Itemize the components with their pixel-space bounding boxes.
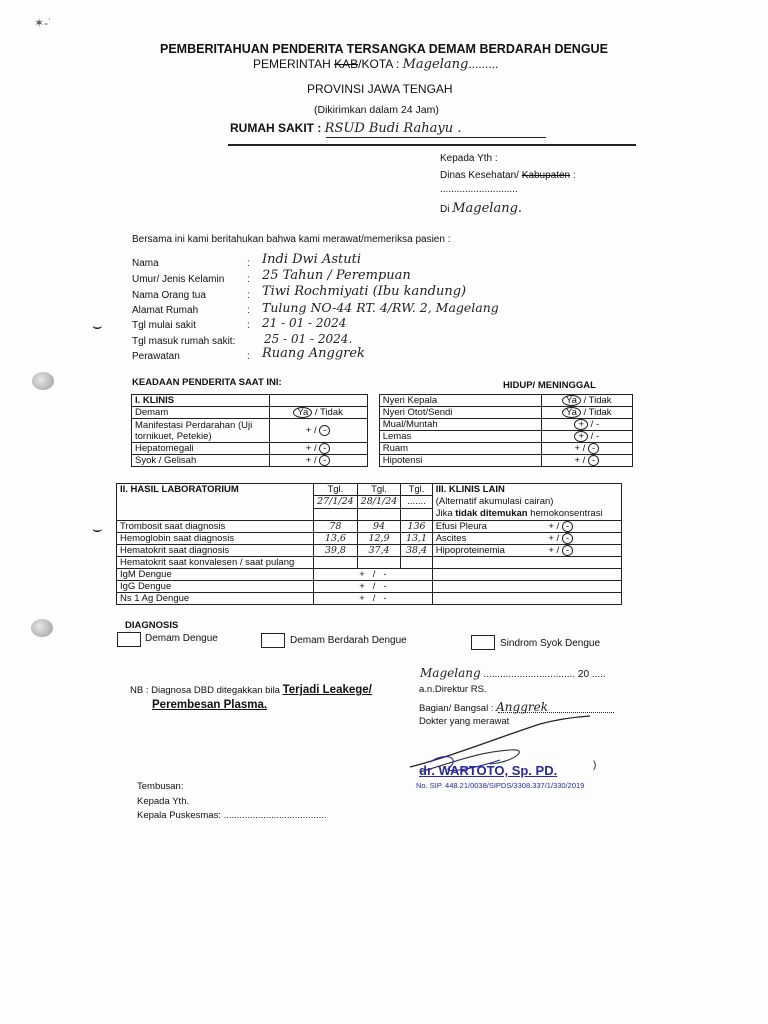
klinis-gap <box>367 443 379 455</box>
separator: / <box>556 520 560 532</box>
patient-value: Tiwi Rochmiyati (Ibu kandung) <box>262 284 467 299</box>
doctor-label: Dokter yang merawat <box>419 716 510 727</box>
circled-mark: + <box>574 431 588 442</box>
intro-text: Bersama ini kami beritahukan bahwa kami merawat/memeriksa pasien : <box>132 234 451 245</box>
hospital-label: RUMAH SAKIT : <box>230 121 322 135</box>
plus-option: + <box>548 532 554 544</box>
klinis-gap <box>367 407 379 419</box>
lab-date-header: Tgl. <box>401 484 432 496</box>
klinis-lain-label: Ascites <box>435 532 467 544</box>
diagnosis-heading: DIAGNOSIS <box>125 620 179 631</box>
lab-cell <box>401 508 432 520</box>
lab-table <box>116 483 622 605</box>
klinis-lain-heading: III. KLINIS LAIN <box>435 484 505 495</box>
lab-row-label: Trombosit saat diagnosis <box>117 520 314 532</box>
klinis-left-label <box>132 419 270 443</box>
klinis-gap <box>367 455 379 467</box>
place-date-line <box>420 666 606 680</box>
klinis-lain-empty <box>432 556 621 568</box>
bagian-value: Anggrek <box>496 700 548 714</box>
alt-option: - <box>595 419 600 430</box>
patient-label: Perawatan <box>132 351 180 362</box>
lab-value: 39,8 <box>314 544 358 556</box>
tembusan-label: Tembusan: <box>137 781 184 792</box>
circled-mark: - <box>562 521 573 532</box>
klinis-gap <box>367 419 379 431</box>
patient-label: Nama <box>132 258 159 269</box>
klinis-gap <box>367 431 379 443</box>
plus-option: + <box>574 443 581 454</box>
plus-option: + <box>305 425 312 436</box>
patient-value: Indi Dwi Astuti <box>262 252 361 267</box>
klinis-heading: I. KLINIS <box>132 395 270 407</box>
lab-value: 13,1 <box>401 532 432 544</box>
dinas-label: Dinas Kesehatan/ <box>440 170 519 181</box>
alt-option: Tidak <box>320 407 343 418</box>
lab-value: 136 <box>401 520 432 532</box>
klinis-right-label: Ruam <box>379 443 541 455</box>
di-label: Di <box>440 204 450 215</box>
klinis-right-value <box>541 431 632 443</box>
separator: / <box>313 425 317 436</box>
alive-status: HIDUP/ MENINGGAL <box>503 380 596 391</box>
tick-mark: ⌣ <box>92 521 103 538</box>
diagnosis-checkbox[interactable] <box>471 635 495 650</box>
klinis-lain-label: Efusi Pleura <box>435 520 487 532</box>
patient-label: Tgl mulai sakit <box>132 320 196 331</box>
note-bold: tidak ditemukan <box>455 508 528 520</box>
klinis-right-label: Nyeri Kepala <box>379 395 541 407</box>
circled-mark: - <box>319 425 330 436</box>
alt-option: Tidak <box>588 407 612 418</box>
klinis-lain-note: (Alternatif akumulasi cairan) <box>435 496 554 507</box>
klinis-left-label: Demam <box>132 407 270 419</box>
patient-label: Umur/ Jenis Kelamin <box>132 274 225 285</box>
patient-value: Ruang Anggrek <box>262 346 365 361</box>
separator: / <box>582 443 586 454</box>
circled-mark: Ya <box>562 395 581 406</box>
klinis-lain-empty <box>432 580 621 592</box>
doctor-name-stamp: dr. WARTOTO, Sp. PD. <box>419 763 558 778</box>
lab-value: 38,4 <box>401 544 432 556</box>
lab-pm: + / - <box>314 592 433 604</box>
klinis-cell <box>269 395 367 407</box>
klinis-right-value <box>541 443 632 455</box>
status-heading: KEADAAN PENDERITA SAAT INI: <box>132 377 282 388</box>
circled-mark: Ya <box>293 407 312 418</box>
note-text: hemokonsentrasi <box>527 508 603 520</box>
lab-row-label: Hematokrit saat diagnosis <box>117 544 314 556</box>
klinis-lain-empty <box>432 592 621 604</box>
klinis-lain-note2 <box>432 508 621 520</box>
lab-date: 28/1/24 <box>357 496 401 508</box>
plus-option: + <box>548 520 554 532</box>
patient-value: Tulung NO-44 RT. 4/RW. 2, Magelang <box>262 300 499 315</box>
di-value: Magelang. <box>452 201 523 216</box>
patient-label: Nama Orang tua <box>132 290 206 301</box>
kota-label: /KOTA : <box>358 57 400 71</box>
lab-pm: + / - <box>314 568 433 580</box>
lab-value: 37,4 <box>357 544 401 556</box>
lab-row-label: Hemoglobin saat diagnosis <box>117 532 314 544</box>
patient-label: Alamat Rumah <box>132 305 199 316</box>
separator: / <box>556 544 560 556</box>
plus-option: + <box>305 443 312 454</box>
date-dots: ................................. 20 ..... <box>483 669 606 680</box>
kab-struck: KAB <box>334 57 359 71</box>
klinis-left-value <box>269 407 367 419</box>
dinas-line <box>440 170 576 181</box>
diagnosis-checkbox[interactable] <box>117 632 141 647</box>
kepada-label: Kepada Yth : <box>440 153 498 164</box>
hospital-value: RSUD Budi Rahayu . <box>324 121 462 136</box>
lab-row-label: Hematokrit saat konvalesen / saat pulang <box>117 556 314 568</box>
colon: : <box>247 320 250 331</box>
plus-option: + <box>305 455 312 466</box>
patient-label: Tgl masuk rumah sakit: <box>132 336 236 347</box>
recipient-dots: ............................ <box>440 184 518 195</box>
close-paren: ) <box>593 760 597 771</box>
di-line <box>440 201 522 216</box>
colon: : <box>247 351 250 362</box>
klinis-gap <box>367 395 379 407</box>
lab-date-header: Tgl. <box>314 484 358 496</box>
place-value: Magelang <box>420 666 481 680</box>
plus-option: + <box>574 455 581 466</box>
sip-number: No. SIP. 448.21/0038/SIPDS/3308.337/1/330/2019 <box>416 781 585 790</box>
lab-date-header: Tgl. <box>357 484 401 496</box>
lab-date: 27/1/24 <box>314 496 358 508</box>
patient-value: 21 - 01 - 2024 <box>262 316 347 330</box>
lab-value <box>401 556 432 568</box>
klinis-right-value <box>541 407 632 419</box>
klinis-left-value <box>269 419 367 443</box>
separator: / <box>313 443 317 454</box>
nb-line <box>130 684 372 696</box>
patient-value: 25 - 01 - 2024. <box>264 332 353 346</box>
klinis-right-label: Mual/Muntah <box>379 419 541 431</box>
tick-mark: ⌣ <box>92 318 103 335</box>
province: PROVINSI JAWA TENGAH <box>307 82 453 96</box>
lab-value: 13,6 <box>314 532 358 544</box>
klinis-right-value <box>541 419 632 431</box>
lab-row-label: Ns 1 Ag Dengue <box>117 592 314 604</box>
tembusan-kepada: Kepada Yth. <box>137 796 190 807</box>
colon: : <box>247 290 250 301</box>
lab-pm: + / - <box>314 580 433 592</box>
klinis-left-value <box>269 455 367 467</box>
lab-value: 94 <box>357 520 401 532</box>
dinas-colon: : <box>572 170 576 181</box>
label-line: tornikuet, Petekie) <box>135 430 212 442</box>
circled-mark: - <box>319 443 330 454</box>
klinis-right-label: Nyeri Otot/Sendi <box>379 407 541 419</box>
separator: / <box>582 455 586 466</box>
bagian-label: Bagian/ Bangsal : <box>419 703 494 714</box>
separator: / <box>313 455 317 466</box>
separator: / <box>556 532 560 544</box>
pemerintah-line <box>253 57 498 72</box>
punch-hole <box>31 619 53 637</box>
tembusan-kepala: Kepala Puskesmas: ....................................... <box>137 810 327 821</box>
label-line: Manifestasi Perdarahan (Uji <box>135 419 253 431</box>
klinis-lain-empty <box>432 568 621 580</box>
colon: : <box>247 305 250 316</box>
lab-heading: II. HASIL LABORATORIUM <box>117 484 314 521</box>
header-rule <box>228 144 636 146</box>
sent-note: (Dikirimkan dalam 24 Jam) <box>314 104 439 116</box>
plus-option: + <box>548 544 554 556</box>
circled-mark: + <box>574 419 588 430</box>
klinis-left-value <box>269 443 367 455</box>
klinis-table <box>131 394 633 467</box>
separator: / <box>583 395 587 406</box>
diagnosis-option: Demam Berdarah Dengue <box>290 635 407 646</box>
klinis-right-value <box>541 455 632 467</box>
hospital-line <box>230 121 461 136</box>
klinis-lain-label: Hipoproteinemia <box>435 544 505 556</box>
lab-cell <box>314 508 358 520</box>
hospital-underline <box>326 137 546 138</box>
circled-mark: - <box>562 533 573 544</box>
circled-mark: - <box>588 443 599 454</box>
page-title: PEMBERITAHUAN PENDERITA TERSANGKA DEMAM BERDARAH DENGUE <box>160 42 608 56</box>
lab-date: ....... <box>401 496 432 508</box>
colon: : <box>247 274 250 285</box>
nb-emphasis-2: Perembesan Plasma. <box>152 699 268 711</box>
separator: / <box>314 407 318 418</box>
diagnosis-option: Demam Dengue <box>145 633 218 644</box>
alt-option: - <box>595 431 600 442</box>
klinis-lain-row <box>432 544 621 556</box>
kabupaten-struck: Kabupaten <box>521 170 571 181</box>
pemerintah-label: PEMERINTAH <box>253 57 331 71</box>
diagnosis-option: Sindrom Syok Dengue <box>500 638 601 649</box>
colon: : <box>247 258 250 269</box>
director-label: a.n.Direktur RS. <box>419 684 487 695</box>
diagnosis-checkbox[interactable] <box>261 633 285 648</box>
lab-value: 12,9 <box>357 532 401 544</box>
circled-mark: - <box>588 455 599 466</box>
lab-value <box>314 556 358 568</box>
circled-mark: - <box>319 455 330 466</box>
circled-mark: - <box>562 545 573 556</box>
punch-hole <box>32 372 54 390</box>
lab-row-label: IgG Dengue <box>117 580 314 592</box>
klinis-lain-header <box>432 484 621 509</box>
kota-value: Magelang <box>402 57 469 72</box>
klinis-right-label: Lemas <box>379 431 541 443</box>
patient-value: 25 Tahun / Perempuan <box>262 268 411 283</box>
lab-cell <box>357 508 401 520</box>
klinis-left-label: Syok / Gelisah <box>132 455 270 467</box>
note-text: Jika <box>435 508 456 520</box>
klinis-right-value <box>541 395 632 407</box>
separator: / <box>590 431 594 442</box>
separator: / <box>590 419 594 430</box>
alt-option: Tidak <box>588 395 612 406</box>
kota-dots: ......... <box>468 57 499 71</box>
nb-emphasis: Terjadi Leakege/ <box>282 684 372 696</box>
nb-prefix: NB : Diagnosa DBD ditegakkan bila <box>130 685 280 696</box>
lab-value <box>357 556 401 568</box>
klinis-lain-row <box>432 520 621 532</box>
circled-mark: Ya <box>562 407 581 418</box>
klinis-right-label: Hipotensi <box>379 455 541 467</box>
scan-smudge: ✶‐˙ <box>34 16 53 30</box>
klinis-lain-row <box>432 532 621 544</box>
klinis-left-label: Hepatomegali <box>132 443 270 455</box>
lab-value: 78 <box>314 520 358 532</box>
lab-row-label: IgM Dengue <box>117 568 314 580</box>
separator: / <box>583 407 587 418</box>
